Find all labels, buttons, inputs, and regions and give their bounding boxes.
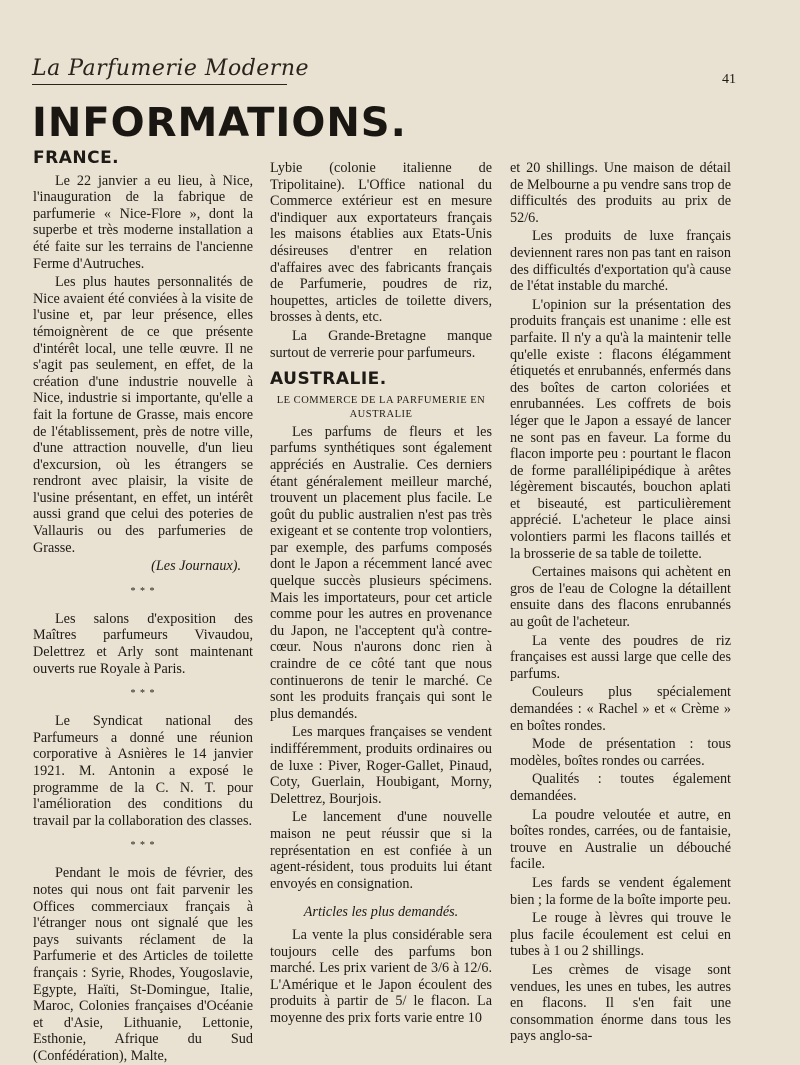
section-separator: * * *: [130, 688, 156, 700]
section-heading-australie: AUSTRALIE.: [270, 369, 387, 390]
masthead-underline: [32, 84, 287, 85]
paragraph: Les produits de luxe français deviennent rares non pas tant en raison des difficultés d'exportation qu'à cause de l'état instable du marché.: [510, 228, 731, 295]
masthead: La Parfumerie Moderne: [32, 56, 310, 81]
paragraph: Mode de présentation : tous modèles, boîtes rondes ou carrées.: [510, 736, 731, 769]
article-subheading: LE COMMERCE DE LA PARFUMERIE EN AUSTRALIE: [276, 394, 486, 420]
section-heading-france: FRANCE.: [33, 148, 120, 168]
paragraph: et 20 shillings. Une maison de détail de Melbourne a pu vendre sans trop de difficultés des produits au prix de 52/6.: [510, 160, 731, 226]
section-separator: * * *: [130, 840, 156, 852]
article-heading: Articles les plus demandés.: [303, 904, 459, 921]
paragraph: Lybie (colonie italienne de Tripolitaine). L'Office national du Commerce extérieur est en mesure d'indiquer aux exportateurs français les maisons établies aux Etats-Unis désireuses d'entrer en relation d'affaires avec des fabricants français de Parfumerie, poudres de riz, houpettes, articles de toilette divers, brosses à dents, etc.: [270, 160, 492, 326]
paragraph: La Grande-Bretagne manque surtout de verrerie pour parfumeurs.: [270, 327, 492, 361]
paragraph: Les plus hautes personnalités de Nice avaient été conviées à la visite de l'usine et, par leur présence, elles témoignèrent de ce que présente d'intérêt local, une telle œuvre. Il ne s'agit pas seulement, en effet, de la création d'une industrie nouvelle à Nice, industrie si importante, qu'elle a fait la fortune de Grasse, mais encore de l'établissement, près de notre ville, d'une attraction nouvelle, d'un lieu d'excursion, où les étrangers se rendront avec plaisir, la visite de l'usine présentant, en effet, un intérêt aussi grand que celui des poteries de Vallauris ou des parfumeries de Grasse.: [33, 274, 253, 556]
paragraph: Les crèmes de visage sont vendues, les unes en tubes, les autres en flacons. Il s'en fait une consommation énorme dans tous les pays anglo-sa-: [510, 961, 731, 1045]
paragraph: Qualités : toutes également demandées.: [510, 771, 731, 804]
paragraph: Les fards se vendent également bien ; la forme de la boîte importe peu.: [510, 874, 732, 908]
paragraph: Le Syndicat national des Parfumeurs a donné une réunion corporative à Asnières le 14 janvier 1921. M. Antonin a exposé le programme de la C. N. T. pour l'amélioration des conditions du travail par la collaboration des classes.: [33, 713, 253, 829]
paragraph: La vente la plus considérable sera toujours celle des parfums bon marché. Les prix varient de 3/6 à 12/6. L'Amérique et le Japon écoulent des produits à partir de 5/ le flacon. La moyenne des prix forts varie entre 10: [270, 926, 492, 1026]
page-number: 41: [722, 72, 736, 87]
paragraph: Le 22 janvier a eu lieu, à Nice, l'inauguration de la fabrique de parfumerie « Nice-Flore », dont la superbe et très moderne installation a été faite sur les terrains de l'ancienne Ferme d'Autruches.: [33, 172, 253, 272]
paragraph: Couleurs plus spécialement demandées : « Rachel » et « Crème » en boîtes rondes.: [510, 684, 731, 734]
paragraph: La vente des poudres de riz françaises est aussi large que celle des parfums.: [510, 632, 731, 682]
column-3: [510, 160, 731, 1045]
column-2: [270, 160, 492, 1027]
paragraph: Le rouge à lèvres qui trouve le plus facile écoulement est celui en tubes à 1 ou 2 shillings.: [510, 910, 731, 960]
column-1: [33, 150, 253, 1065]
paragraph: La poudre veloutée et autre, en boîtes rondes, carrées, ou de fantaisie, trouve en Australie un débouché facile.: [510, 806, 731, 873]
paragraph: Le lancement d'une nouvelle maison ne peut réussir que si la représentation en est confiée à un agent-résident, tous produits lui étant envoyés en consignation.: [270, 809, 492, 892]
paragraph: Les salons d'exposition des Maîtres parfumeurs Vivaudou, Delettrez et Arly sont maintenant ouverts rue Royale à Paris.: [33, 610, 253, 677]
paragraph: Pendant le mois de février, des notes qui nous ont fait parvenir les Offices commerciaux français à l'étranger nous ont signalé que les pays suivants réclament de la Parfumerie et des Articles de toilette français : Syrie, Rhodes, Yougoslavie, Egypte, Haïti, St-Domingue, Italie, Maroc, Colonies françaises d'Océanie et d'Asie, Lithuanie, Lettonie, Esthonie, Afrique du Sud (Confédération), Malte,: [33, 865, 253, 1064]
paragraph: Certaines maisons qui achètent en gros de l'eau de Cologne la détaillent ensuite dans des flacons enrubannés au goût de l'acheteur.: [510, 564, 731, 631]
paragraph: L'opinion sur la présentation des produits français est unanime : elle est parfaite. Il n'y a qu'à la maintenir telle qu'elle existe : flacons élégamment étiquetés et enrubannés, enfermés dans des boîtes de carton coloriées et enrubannées. Les coffrets de bois léger que le Japon a essayé de lancer ne sont pas en faveur. La forme du flacon importe peu : pourtant le flacon de forme parallélipipédique à arêtes légèrement biscautés, bouchon aplati et biseauté, est particulièrement apprécié. L'acheteur le place ainsi volontiers parmi les flacons taillés et la brosserie de sa table de toilette.: [510, 296, 732, 562]
page-title: INFORMATIONS.: [32, 100, 407, 146]
paragraph: Les marques françaises se vendent indifféremment, produits ordinaires ou de luxe : Piver, Roger-Gallet, Pinaud, Coty, Guerlain, Houbigant, Morny, Delettrez, Bourjois.: [270, 724, 492, 807]
source-citation: (Les Journaux).: [151, 558, 241, 575]
section-separator: * * *: [130, 585, 156, 597]
paragraph: Les parfums de fleurs et les parfums synthétiques sont également appréciés en Australie. Ces derniers étant généralement meilleur marché, trouvent un placement plus facile. Le goût du public australien n'est pas très exigeant et se contente trop volontiers, par exemple, des parfums composés dont le Japon a récemment lancé avec quelque succès plusieurs spécimens. Mais les importateurs, pour cet article comme pour les autres en provenance du Japon, ne l'acceptent qu'à contre-cœur. Nous n'aurons donc rien à craindre de ce côté tant que nous continuerons de tenir le marché. Ce sont les produits français qui sont le plus demandés.: [270, 423, 492, 722]
